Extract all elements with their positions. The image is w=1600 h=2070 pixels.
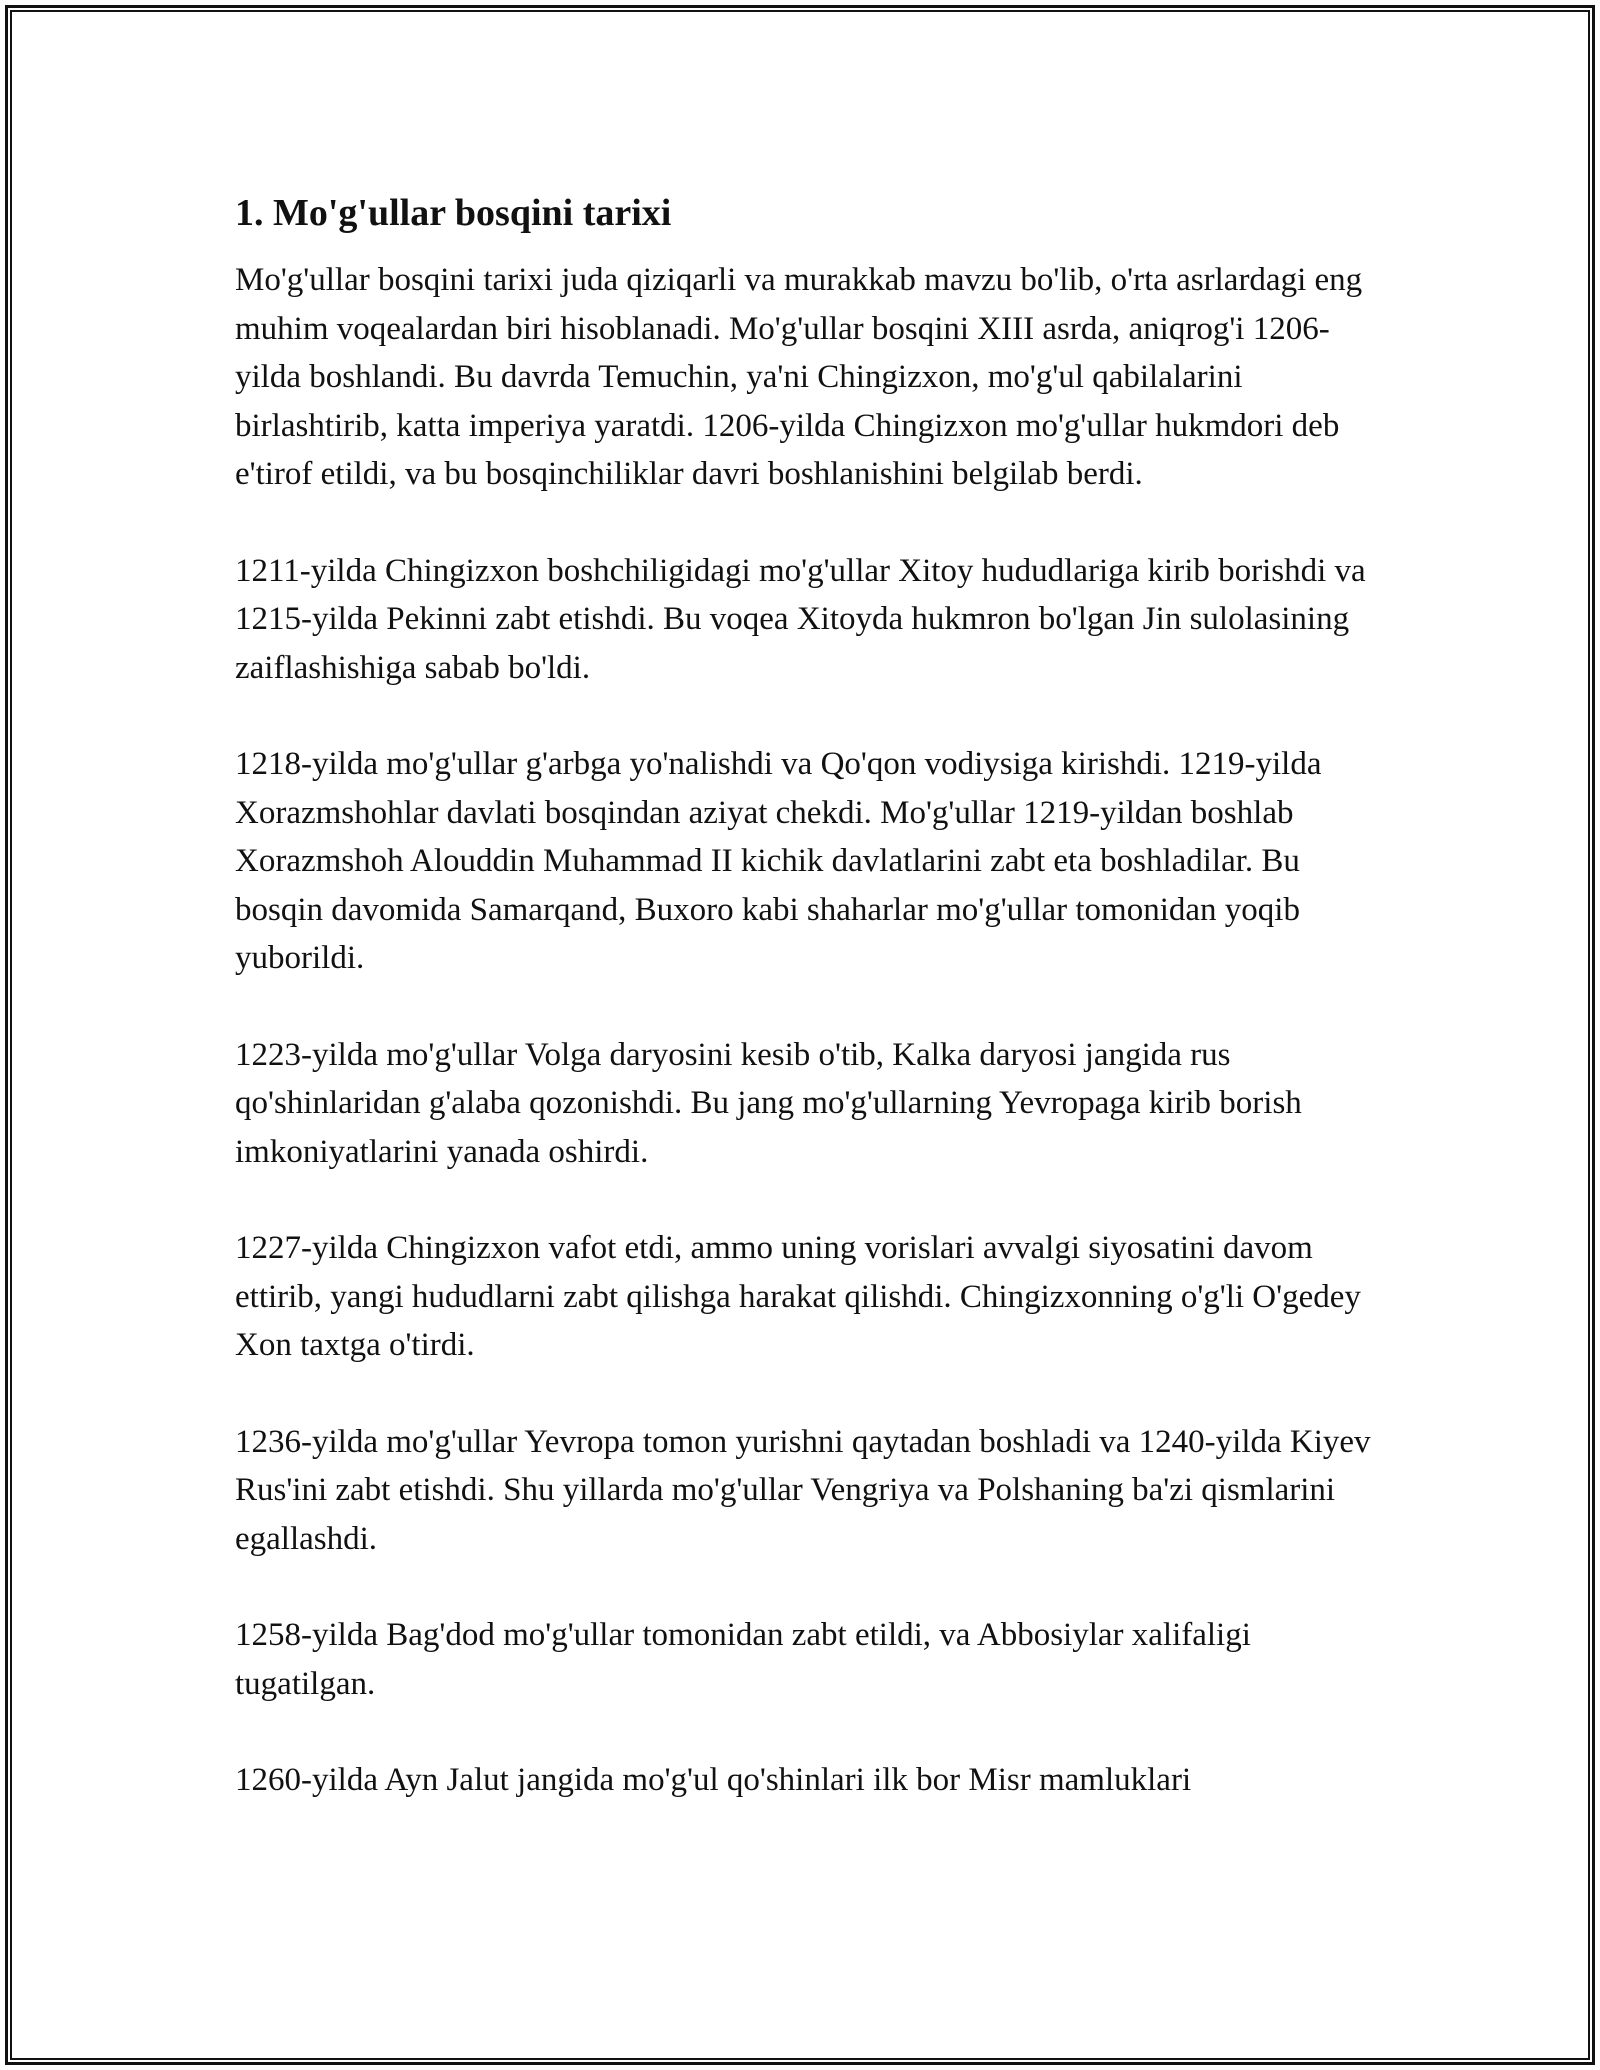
section-heading: 1. Mo'g'ullar bosqini tarixi: [235, 192, 672, 234]
paragraph-5: 1227-yilda Chingizxon vafot etdi, ammo uning vorislari avvalgi siyosatini davom ettirib, yangi hududlarni zabt qilishga harakat qilishdi. Chingizxonning o'g'li O'gedey Xon taxtga o'tirdi.: [235, 1230, 1361, 1363]
paragraph-7: 1258-yilda Bag'dod mo'g'ullar tomonidan zabt etildi, va Abbosiylar xalifaligi tugatilgan.: [235, 1617, 1251, 1702]
paragraph-3: 1218-yilda mo'g'ullar g'arbga yo'nalishdi va Qo'qon vodiysiga kirishdi. 1219-yilda Xorazmshohlar davlati bosqindan aziyat chekdi. Mo'g'ullar 1219-yildan boshlab Xorazmshoh Alouddin Muhammad II kichik davlatlarini zabt eta boshladilar. Bu bosqin davomida Samarqand, Buxoro kabi shaharlar mo'g'ullar tomonidan yoqib yuborildi.: [235, 746, 1322, 976]
paragraph-2: 1211-yilda Chingizxon boshchiligidagi mo'g'ullar Xitoy hududlariga kirib borishdi va 1215-yilda Pekinni zabt etishdi. Bu voqea Xitoyda hukmron bo'lgan Jin sulolasining zaiflashishiga sabab bo'ldi.: [235, 552, 1366, 686]
paragraph-6: 1236-yilda mo'g'ullar Yevropa tomon yurishni qaytadan boshladi va 1240-yilda Kiyev Rus'ini zabt etishdi. Shu yillarda mo'g'ullar Vengriya va Polshaning ba'zi qismlarini egallashdi.: [235, 1423, 1371, 1557]
paragraph-8: 1260-yilda Ayn Jalut jangida mo'g'ul qo'shinlari ilk bor Misr mamluklari: [235, 1762, 1192, 1798]
document-body: [235, 188, 1395, 1853]
paragraph-1: Mo'g'ullar bosqini tarixi juda qiziqarli va murakkab mavzu bo'lib, o'rta asrlardagi eng muhim voqealardan biri hisoblanadi. Mo'g'ullar bosqini XIII asrda, aniqrog'i 1206-yilda boshlandi. Bu davrda Temuchin, ya'ni Chingizxon, mo'g'ul qabilalarini birlashtirib, katta imperiya yaratdi. 1206-yilda Chingizxon mo'g'ullar hukmdori deb e'tirof etildi, va bu bosqinchiliklar davri boshlanishini belgilab berdi.: [235, 262, 1363, 492]
paragraph-4: 1223-yilda mo'g'ullar Volga daryosini kesib o'tib, Kalka daryosi jangida rus qo'shinlaridan g'alaba qozonishdi. Bu jang mo'g'ullarning Yevropaga kirib borish imkoniyatlarini yanada oshirdi.: [235, 1036, 1302, 1170]
